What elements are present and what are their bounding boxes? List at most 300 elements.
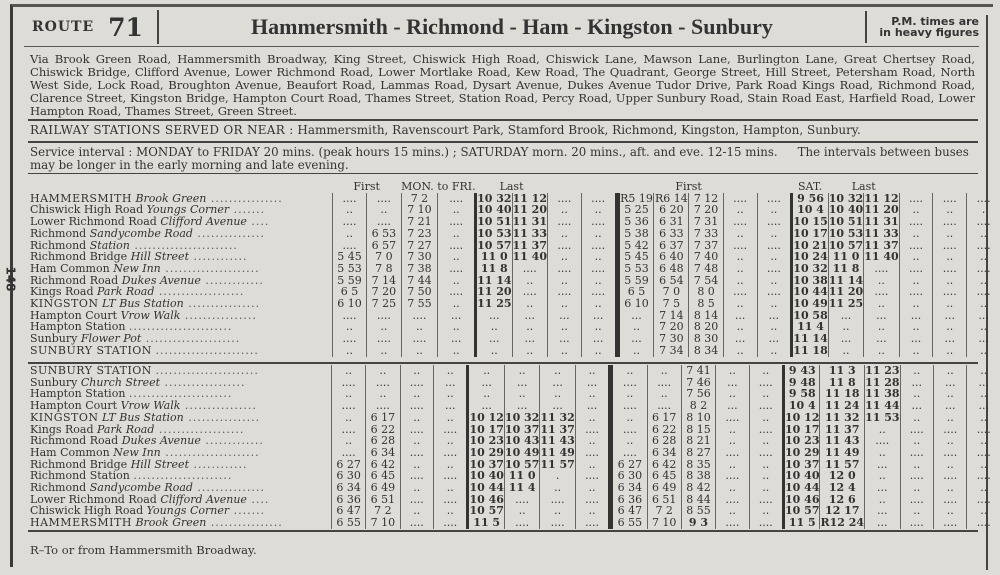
time-cell: .. <box>900 435 933 447</box>
time-cell: 10 57 <box>469 504 504 518</box>
time-cell: .... <box>332 193 366 205</box>
time-cell: .. <box>723 251 757 263</box>
time-cell: 10 57 <box>785 504 820 518</box>
time-cell: .... <box>716 447 749 459</box>
time-cell: 11 28 <box>865 375 900 389</box>
time-cell: 10 57 <box>828 238 864 252</box>
time-cell: 6 34 <box>647 447 681 459</box>
time-cell: .... <box>934 447 967 459</box>
time-cell: .. <box>900 365 933 377</box>
time-cell: ... <box>864 333 899 345</box>
time-cell: ... <box>434 377 468 389</box>
time-cell: 7 5 <box>654 298 689 310</box>
time-cell: ... <box>865 505 900 517</box>
time-cell: .... <box>400 447 433 459</box>
time-cell: .... <box>864 263 899 275</box>
time-cell: .. <box>611 365 647 377</box>
pm-note-line1: P.M. times are <box>891 15 979 28</box>
stop-main: Ham Common <box>30 261 110 275</box>
time-cell: . <box>967 204 1000 216</box>
time-cell: 11 37 <box>864 238 899 252</box>
pm-note-line2: in heavy figures <box>879 26 979 39</box>
dot-leader: ....................... <box>155 343 259 357</box>
time-cell: 11 14 <box>828 273 864 287</box>
time-cell: .. <box>967 482 1000 494</box>
time-cell: 6 42 <box>647 459 681 471</box>
time-cell: .... <box>547 216 581 228</box>
time-cell: 6 42 <box>366 459 400 471</box>
time-cell: 7 10 <box>647 517 681 529</box>
time-cell: .. <box>540 365 575 377</box>
time-cell: .. <box>512 298 547 310</box>
time-cell: .. <box>504 505 539 517</box>
time-cell: ... <box>967 333 1000 345</box>
time-cell: .... <box>332 240 366 252</box>
time-cell: .... <box>400 400 433 412</box>
time-cell: .. <box>504 365 539 377</box>
time-cell: .. <box>547 228 581 240</box>
time-cell: .... <box>865 435 900 447</box>
time-cell: ... <box>865 482 900 494</box>
time-cell: 10 53 <box>828 226 864 240</box>
dot-leader: ................ <box>206 516 283 530</box>
time-cell: .. <box>332 435 366 447</box>
stop-sub: Dukes Avenue <box>121 434 201 448</box>
time-cell: 10 29 <box>469 445 504 459</box>
inbound-timetable <box>30 365 1000 529</box>
time-cell: .... <box>332 333 366 345</box>
time-cell: 7 30 <box>401 251 438 263</box>
time-cell: .. <box>438 228 476 240</box>
time-cell: 8 27 <box>681 447 715 459</box>
time-cell: .. <box>332 388 366 400</box>
time-cell: .. <box>547 251 581 263</box>
time-cell: .... <box>581 286 617 298</box>
stop-main: KINGSTON <box>30 410 99 424</box>
time-cell: 10 57 <box>504 457 540 471</box>
time-cell: 11 37 <box>820 424 865 436</box>
railway-list: Hammersmith, Ravenscourt Park, Stamford Brook, Richmond, Kingston, Hampton, Sunbury. <box>297 123 861 137</box>
time-cell: .. <box>540 505 575 517</box>
time-cell: .. <box>900 388 933 400</box>
time-cell: 11 44 <box>865 399 900 413</box>
stop-main: Lower Richmond Road <box>30 492 157 506</box>
time-cell: .. <box>899 345 933 357</box>
time-cell: .. <box>547 321 581 333</box>
time-cell: 11 23 <box>865 364 900 377</box>
time-cell: .. <box>967 251 1000 263</box>
time-cell: 8 34 <box>689 345 723 357</box>
time-cell: .... <box>934 470 967 482</box>
time-cell: 5 25 <box>617 204 654 216</box>
time-cell: 7 34 <box>654 345 689 357</box>
time-cell: 10 43 <box>504 434 540 448</box>
time-cell: .... <box>647 400 681 412</box>
route-label: ROUTE <box>32 19 95 35</box>
time-cell: .. <box>434 365 468 377</box>
sat-first-header: First <box>675 180 702 193</box>
time-cell: .... <box>504 517 539 529</box>
time-cell: .... <box>757 216 792 228</box>
time-cell: .... <box>933 240 967 252</box>
time-cell: .. <box>967 365 1000 377</box>
dot-leader: ..................... <box>160 445 260 459</box>
time-cell: .... <box>434 494 468 506</box>
time-cell: 10 15 <box>793 215 828 229</box>
time-cell: .. <box>400 435 433 447</box>
time-cell: 11 38 <box>865 387 900 401</box>
time-cell: 7 55 <box>401 298 438 310</box>
time-cell: .. <box>400 482 433 494</box>
dot-leader: ....... <box>229 504 266 518</box>
time-cell: .... <box>749 447 783 459</box>
time-cell: ... <box>617 310 654 322</box>
time-cell: 10 51 <box>828 215 864 229</box>
stop-sub: Hill Street <box>130 250 189 264</box>
dot-leader: ............ <box>189 250 248 264</box>
time-cell: 6 40 <box>654 251 689 263</box>
dot-leader: .................. <box>160 375 246 389</box>
stop-main: Richmond Bridge <box>30 457 128 471</box>
stop-main: Kings Road <box>30 422 94 436</box>
time-cell: .... <box>900 494 933 506</box>
time-cell: 10 44 <box>469 481 504 495</box>
dot-leader: ..................... <box>160 261 260 275</box>
time-cell: 6 5 <box>332 286 366 298</box>
time-cell: 11 14 <box>477 273 512 287</box>
time-cell: .. <box>749 482 783 494</box>
stop-main: Hampton Court <box>30 308 118 322</box>
time-cell: 11 5 <box>468 517 504 529</box>
time-cell: 6 47 <box>611 505 647 517</box>
time-cell: .. <box>933 228 967 240</box>
time-cell: 11 43 <box>820 435 865 447</box>
time-cell: .. <box>933 204 967 216</box>
time-cell: .. <box>400 412 433 424</box>
time-cell: .. <box>476 321 512 333</box>
time-cell: .. <box>967 275 1000 287</box>
header-spacer <box>723 181 792 193</box>
time-cell: .. <box>468 365 504 377</box>
time-cell: .. <box>900 482 933 494</box>
time-cell: .... <box>400 377 433 389</box>
time-cell: .... <box>967 263 1000 275</box>
time-cell: 6 37 <box>654 240 689 252</box>
time-cell: .. <box>723 298 757 310</box>
time-cell: ... <box>716 400 749 412</box>
time-cell: 6 51 <box>366 494 400 506</box>
divider <box>28 173 978 174</box>
time-cell: .... <box>716 517 749 529</box>
time-cell: .... <box>749 377 783 389</box>
pm-note <box>865 11 979 43</box>
time-cell: .. <box>575 435 610 447</box>
time-cell: 12 17 <box>820 505 865 517</box>
time-cell: .... <box>547 240 581 252</box>
time-cell: .. <box>933 298 967 310</box>
time-cell: .. <box>575 388 610 400</box>
time-cell: .... <box>900 470 933 482</box>
time-cell: 7 27 <box>401 240 438 252</box>
time-cell: 10 58 <box>793 308 828 322</box>
stop-main: Ham Common <box>30 445 110 459</box>
time-cell: .. <box>575 365 610 377</box>
stop-sub: Vrow Walk <box>120 399 181 413</box>
dot-leader: ................ <box>180 308 257 322</box>
time-cell: 6 5 <box>617 286 654 298</box>
time-cell: .. <box>547 275 581 287</box>
time-cell: .. <box>900 412 933 424</box>
time-cell: .. <box>581 251 617 263</box>
time-cell: .. <box>332 321 366 333</box>
time-cell: 6 10 <box>332 298 366 310</box>
time-cell: .. <box>540 482 575 494</box>
time-cell: 6 49 <box>366 482 400 494</box>
dot-leader: ............ <box>189 457 248 471</box>
time-cell: .... <box>757 286 792 298</box>
time-cell: .. <box>332 204 366 216</box>
time-cell: .. <box>438 275 476 287</box>
time-cell: .. <box>716 388 749 400</box>
time-cell: .. <box>828 345 863 357</box>
time-cell: .. <box>547 345 581 357</box>
time-cell: 11 33 <box>864 226 899 240</box>
time-cell: .... <box>899 263 933 275</box>
time-cell: .. <box>757 204 792 216</box>
time-cell: 11 31 <box>864 215 899 229</box>
time-cell: 10 32 <box>477 191 512 205</box>
time-cell: 6 27 <box>332 459 366 471</box>
time-cell: 11 8 <box>476 263 512 275</box>
time-cell: .. <box>400 505 433 517</box>
time-cell: 6 28 <box>366 435 400 447</box>
stop-main: Richmond Bridge <box>30 250 128 264</box>
time-cell: 6 31 <box>654 216 689 228</box>
stop-main: Richmond Station <box>30 469 130 483</box>
time-cell: 10 40 <box>785 469 820 483</box>
time-cell: .... <box>611 424 647 436</box>
time-cell: ... <box>828 333 863 345</box>
time-cell: 6 10 <box>617 298 654 310</box>
time-cell: 10 51 <box>477 215 512 229</box>
time-cell: 11 57 <box>540 457 575 471</box>
time-cell: .... <box>575 517 610 529</box>
time-cell: ... <box>899 333 933 345</box>
time-cell: .. <box>723 345 757 357</box>
time-cell: 10 46 <box>469 492 504 506</box>
time-cell: .... <box>900 447 933 459</box>
stop-name <box>30 345 332 357</box>
time-cell: .... <box>900 517 933 529</box>
time-cell: ... <box>476 310 512 322</box>
time-cell: 8 21 <box>681 435 715 447</box>
time-cell: 10 29 <box>785 445 820 459</box>
stop-main: Richmond Road <box>30 273 119 287</box>
time-cell: .... <box>933 263 967 275</box>
time-cell: .. <box>723 275 757 287</box>
time-cell: R6 14 <box>655 191 688 205</box>
time-cell: .... <box>575 424 610 436</box>
time-cell: 6 36 <box>332 494 366 506</box>
stop-sub: Clifford Avenue <box>160 215 247 229</box>
time-cell: 10 32 <box>828 191 864 205</box>
time-cell: .... <box>547 193 581 205</box>
time-cell: .. <box>864 345 899 357</box>
time-cell: 11 43 <box>540 434 575 448</box>
time-cell: ... <box>865 459 900 471</box>
time-cell: 6 17 <box>366 412 400 424</box>
page-number: 148 <box>3 266 18 292</box>
stop-sub: New Inn <box>113 261 161 275</box>
time-cell: . <box>540 470 575 482</box>
time-cell: 10 37 <box>469 457 504 471</box>
time-cell: 7 0 <box>367 251 401 263</box>
time-cell: .. <box>749 470 783 482</box>
time-cell: 9 48 <box>784 377 820 389</box>
time-cell: 6 33 <box>654 228 689 240</box>
time-cell: 6 55 <box>332 517 366 529</box>
time-cell: .. <box>864 321 899 333</box>
time-cell: 11 4 <box>792 321 828 333</box>
time-cell: 6 49 <box>647 482 681 494</box>
time-cell: .. <box>757 275 792 287</box>
sat-days-header: SAT. <box>797 180 823 193</box>
stop-main: SUNBURY STATION <box>30 343 152 357</box>
time-cell: .... <box>512 263 547 275</box>
time-cell: .... <box>540 517 575 529</box>
time-cell: .. <box>716 424 749 436</box>
time-cell: 10 38 <box>793 273 828 287</box>
railway-label: RAILWAY STATIONS SERVED OR NEAR : <box>30 123 294 137</box>
time-cell: 6 53 <box>367 228 401 240</box>
time-cell: 11 12 <box>512 191 547 205</box>
time-cell: .. <box>367 204 401 216</box>
dot-leader: ..................... <box>141 332 241 346</box>
time-cell: .... <box>967 216 1000 228</box>
stop-main: Chiswick High Road <box>30 203 144 217</box>
time-cell: ... <box>967 400 1000 412</box>
stop-sub: Flower Pot <box>80 332 142 346</box>
time-cell: 8 38 <box>681 470 715 482</box>
mf-last-header: Last <box>499 180 524 193</box>
time-cell: ... <box>757 333 792 345</box>
stop-main: Kings Road <box>30 285 94 299</box>
time-cell: 5 42 <box>617 240 654 252</box>
time-cell: 11 12 <box>864 191 899 205</box>
time-cell: .... <box>575 447 610 459</box>
time-cell: 10 37 <box>504 422 540 436</box>
time-cell: ... <box>540 400 575 412</box>
stop-main: Lower Richmond Road <box>30 215 157 229</box>
time-cell: 7 33 <box>689 228 723 240</box>
time-cell: .. <box>575 482 610 494</box>
time-cell: 7 12 <box>689 193 723 205</box>
dot-leader: ................ <box>183 297 261 311</box>
service-interval <box>30 146 975 172</box>
time-cell: 11 3 <box>820 365 865 377</box>
time-cell: 10 37 <box>785 457 820 471</box>
time-cell: 6 30 <box>332 470 366 482</box>
time-cell: .... <box>899 193 933 205</box>
time-cell: .. <box>434 482 468 494</box>
timetable-row <box>30 517 1000 529</box>
time-cell: .. <box>933 275 967 287</box>
time-cell: .. <box>749 365 783 377</box>
time-cell: .. <box>900 505 933 517</box>
time-cell: .. <box>899 204 933 216</box>
time-cell: .. <box>934 505 967 517</box>
time-cell: 11 0 <box>476 251 512 263</box>
time-cell: .. <box>575 459 610 471</box>
time-cell: .. <box>575 412 610 424</box>
via-description: Via Brook Green Road, Hammersmith Broadway, King Street, Chiswick High Road, Chiswick Lane, Mawson Lane, Burlington Lane, Great Chertsey Road, Chiswick Bridge, Clifford Avenue, Lower Richmond Road, Lower Mortlake Road, Kew Road, The Quadrant, George Street, Hill Street, Petersham Road, North West Side, Lock Road, Broughton Avenue, Beaufort Road, Lammas Road, Dysart Avenue, Dukes Avenue Tudor Drive, Park Road Kings Road, Richmond Road, Clarence Street, Kingston Bridge, Hampton Court Road, Thames Street, Station Road, Percy Road, Upper Sunbury Road, Stain Road East, Harfield Road, Lower Hampton Road, Thames Street, Green Street. <box>30 52 975 118</box>
time-cell: .... <box>367 310 401 322</box>
time-cell: .... <box>967 424 1000 436</box>
time-cell: 10 4 <box>792 204 828 216</box>
time-cell: .. <box>865 470 900 482</box>
time-cell: 10 12 <box>469 410 504 424</box>
time-cell: .. <box>933 345 967 357</box>
time-cell: .... <box>900 424 933 436</box>
time-cell: .. <box>934 388 967 400</box>
stop-main: Hampton Station <box>30 387 126 401</box>
stop-sub: Youngs Corner <box>146 203 230 217</box>
time-cell: .. <box>547 298 581 310</box>
mf-first-header: First <box>353 180 380 193</box>
time-cell: 10 21 <box>793 238 828 252</box>
time-cell: .. <box>899 275 933 287</box>
time-cell: .. <box>934 482 967 494</box>
time-cell: 8 5 <box>689 298 723 310</box>
time-cell: ... <box>757 310 792 322</box>
time-cell: .... <box>934 494 967 506</box>
time-cell: ... <box>547 310 581 322</box>
dot-leader: ............... <box>192 226 265 240</box>
time-cell: 11 49 <box>540 445 575 459</box>
time-cell: .. <box>749 412 783 424</box>
dot-leader: ....................... <box>128 387 233 401</box>
stop-sub: Park Road <box>97 422 155 436</box>
stop-main: KINGSTON <box>30 297 99 311</box>
time-cell: ... <box>865 517 900 529</box>
time-cell: .... <box>332 310 366 322</box>
time-cell: .. <box>581 321 617 333</box>
time-cell: .... <box>899 240 933 252</box>
time-cell: .... <box>332 424 366 436</box>
time-cell: .... <box>967 240 1000 252</box>
time-cell: .. <box>468 388 504 400</box>
time-cell: 11 37 <box>512 238 547 252</box>
header-spacer <box>547 181 653 193</box>
time-cell: 7 25 <box>367 298 401 310</box>
stop-sub: New Inn <box>113 445 161 459</box>
time-cell: .... <box>401 310 438 322</box>
time-cell: .. <box>366 388 400 400</box>
time-cell: .. <box>967 228 1000 240</box>
time-cell: 11 18 <box>820 388 865 400</box>
time-cell: .... <box>434 517 468 529</box>
time-cell: .. <box>434 459 468 471</box>
sat-last-header: Last <box>851 180 876 193</box>
time-cell: .... <box>332 400 366 412</box>
time-cell: .. <box>512 321 547 333</box>
time-cell: .. <box>757 228 792 240</box>
dot-leader: ............... <box>192 481 265 495</box>
time-cell: .. <box>723 321 757 333</box>
time-cell: .. <box>899 228 933 240</box>
time-cell: 6 55 <box>611 517 647 529</box>
time-cell: 11 40 <box>864 250 899 264</box>
